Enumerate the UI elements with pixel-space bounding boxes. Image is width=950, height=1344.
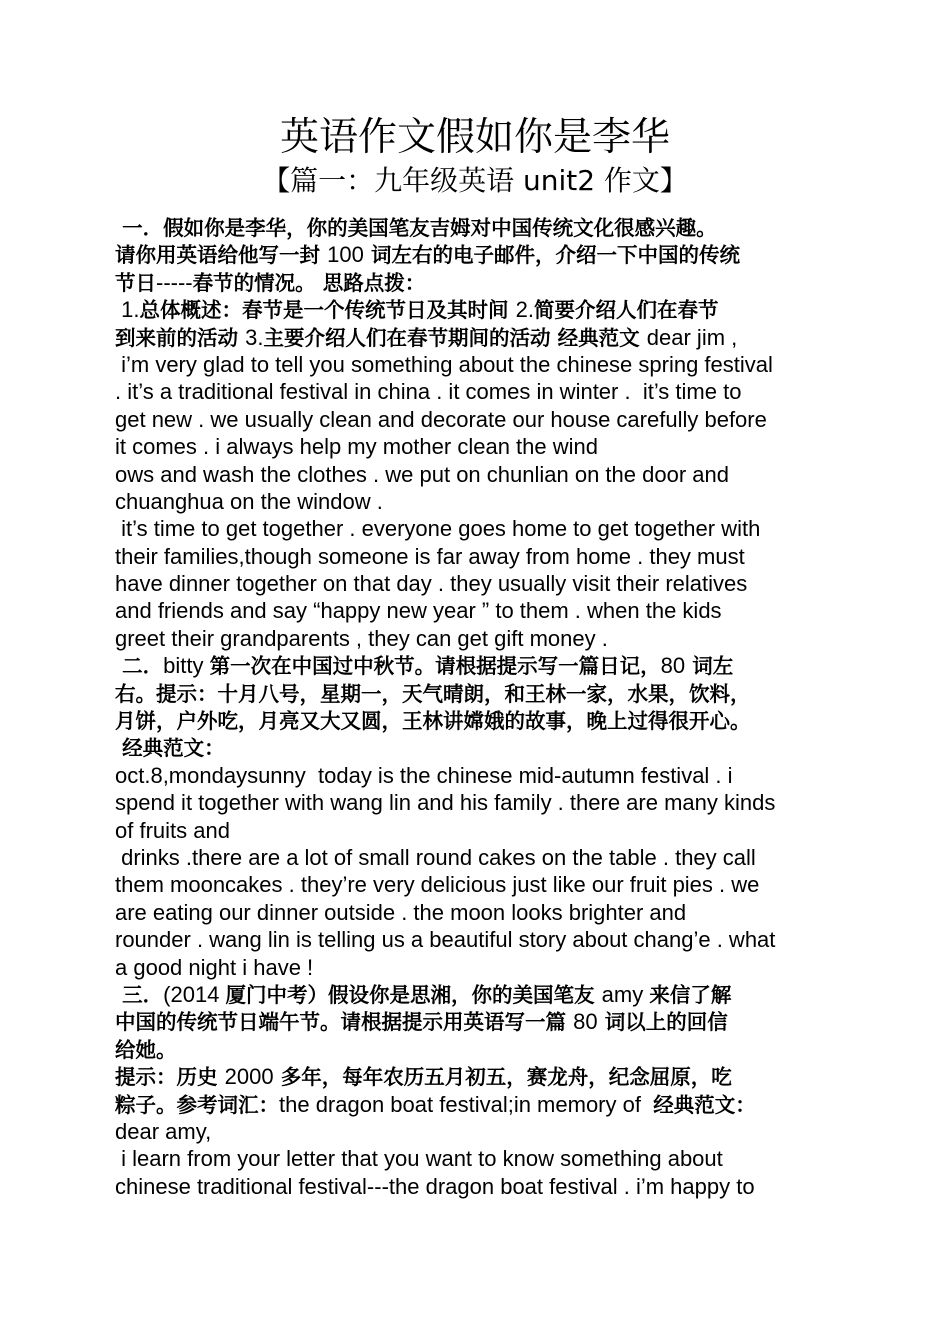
bold-text-segment: 第一次在中国过中秋节。请根据提示写一篇日记， — [209, 654, 661, 679]
text-segment: ows and wash the clothes . we put on chunlian on the door and — [115, 461, 729, 487]
bold-text-segment: 春节的情况。 思路点拨： — [192, 270, 426, 295]
bold-text-segment: 到来前的活动 — [115, 325, 246, 350]
text-line — [115, 734, 855, 761]
text-segment: . it’s a traditional festival in china . it comes in winter . it’s time to — [115, 379, 742, 405]
document-body — [115, 214, 855, 1200]
text-segment: 1. — [115, 297, 140, 323]
text-line — [115, 488, 855, 515]
text-line — [115, 1036, 855, 1063]
bold-text-segment: 词以上的回信 — [597, 1010, 728, 1035]
text-line — [115, 1063, 855, 1090]
bold-text-segment: 提示：历史 — [115, 1065, 225, 1090]
text-line — [115, 926, 855, 953]
text-segment: oct.8,mondaysunny today is the chinese mid-autumn festival . i — [115, 762, 733, 788]
text-line — [115, 406, 855, 433]
bold-text-segment: 总体概述：春节是一个传统节日及其时间 — [139, 298, 516, 323]
text-line — [115, 543, 855, 570]
text-segment: amy — [601, 981, 650, 1007]
text-line — [115, 269, 855, 296]
text-segment: dear jim , — [646, 324, 738, 350]
bold-text-segment: 给她。 — [115, 1037, 177, 1062]
text-line — [115, 762, 855, 789]
text-segment: greet their grandparents , they can get gift money . — [115, 625, 608, 651]
text-line — [115, 707, 855, 734]
text-line — [115, 789, 855, 816]
text-segment: 100 — [327, 242, 364, 268]
text-line — [115, 1008, 855, 1035]
bold-text-segment: 厦门中考）假设你是思湘，你的美国笔友 — [225, 982, 602, 1007]
text-line — [115, 214, 855, 241]
text-line — [115, 954, 855, 981]
text-line — [115, 570, 855, 597]
text-segment: it comes . i always help my mother clean the wind — [115, 434, 598, 460]
text-segment: chinese traditional festival---the dragon boat festival . i’m happy to — [115, 1173, 755, 1199]
text-segment: ----- — [156, 269, 193, 295]
bold-text-segment: 经典范文： — [653, 1092, 756, 1117]
bold-text-segment: 经典范文： — [115, 736, 225, 761]
text-segment: 80 — [573, 1009, 598, 1035]
bold-text-segment: 节日 — [115, 270, 156, 295]
text-segment: get new . we usually clean and decorate our house carefully before — [115, 406, 767, 432]
text-segment: the dragon boat festival;in memory of — [279, 1091, 654, 1117]
text-segment: them mooncakes . they’re very delicious just like our fruit pies . we — [115, 872, 760, 898]
bold-text-segment: 简要介绍人们在春节 — [533, 298, 719, 323]
bold-text-segment: 多年，每年农历五月初五，赛龙舟，纪念屈原，吃 — [273, 1065, 732, 1090]
text-segment: chuanghua on the window . — [115, 488, 383, 514]
document-title: 英语作文假如你是李华 — [279, 115, 670, 160]
text-line — [115, 625, 855, 652]
bold-text-segment: 来信了解 — [649, 982, 732, 1007]
bold-text-segment: 主要介绍人们在春节期间的活动 经典范文 — [263, 325, 647, 350]
text-segment: rounder . wang lin is telling us a beautiful story about chang’e . what — [115, 927, 776, 953]
bold-text-segment: 粽子。参考词汇： — [115, 1092, 279, 1117]
text-segment: 2. — [515, 297, 534, 323]
text-segment: drinks .there are a lot of small round cakes on the table . they call — [115, 844, 756, 870]
text-line — [115, 844, 855, 871]
text-segment: have dinner together on that day . they usually visit their relatives — [115, 571, 748, 597]
text-segment: are eating our dinner outside . the moon looks brighter and — [115, 899, 687, 925]
text-line — [115, 324, 855, 351]
text-line — [115, 378, 855, 405]
bold-text-segment: 二． — [115, 654, 164, 679]
text-line — [115, 652, 855, 679]
bold-text-segment: 右。提示：十月八号，星期一，天气晴朗，和王林一家，水果，饮料， — [115, 681, 751, 706]
text-segment: dear amy, — [115, 1118, 212, 1144]
text-line — [115, 817, 855, 844]
text-segment: 80 — [660, 653, 686, 679]
text-line — [115, 433, 855, 460]
text-line — [115, 1091, 855, 1118]
text-segment: of fruits and — [115, 817, 230, 843]
text-segment: bitty — [163, 653, 210, 679]
text-line — [115, 515, 855, 542]
text-segment: and friends and say “happy new year ” to them . when the kids — [115, 598, 722, 624]
text-line — [115, 296, 855, 323]
text-segment: spend it together with wang lin and his family . there are many kinds — [115, 790, 776, 816]
text-line — [115, 597, 855, 624]
text-segment: a good night i have ! — [115, 954, 314, 980]
text-segment: their families,though someone is far away from home . they must — [115, 543, 745, 569]
text-line — [115, 680, 855, 707]
text-segment: it’s time to get together . everyone goes home to get together with — [115, 516, 761, 542]
text-line — [115, 1173, 855, 1200]
text-segment: 3. — [245, 324, 264, 350]
bold-text-segment: 一．假如你是李华，你的美国笔友吉姆对中国传统文化很感兴趣。 — [115, 216, 717, 240]
text-line — [115, 899, 855, 926]
text-line — [115, 981, 855, 1008]
text-segment: i’m very glad to tell you something about the chinese spring festival — [115, 351, 773, 377]
text-line — [115, 1145, 855, 1172]
text-line — [115, 351, 855, 378]
bold-text-segment: 中国的传统节日端午节。请根据提示用英语写一篇 — [115, 1010, 574, 1035]
text-segment: i learn from your letter that you want to know something about — [115, 1146, 723, 1172]
text-segment: (2014 — [163, 981, 226, 1007]
bold-text-segment: 月饼，户外吃，月亮又大又圆，王林讲嫦娥的故事，晚上过得很开心。 — [115, 709, 751, 734]
bold-text-segment: 请你用英语给他写一封 — [115, 243, 328, 268]
text-line — [115, 871, 855, 898]
text-line — [115, 461, 855, 488]
text-segment: 2000 — [224, 1064, 274, 1090]
document-subtitle: 【篇一：九年级英语 unit2 作文】 — [262, 164, 688, 197]
bold-text-segment: 词左右的电子邮件，介绍一下中国的传统 — [363, 243, 740, 268]
bold-text-segment: 词左 — [685, 654, 734, 679]
text-line — [115, 241, 855, 268]
text-line — [115, 1118, 855, 1145]
bold-text-segment: 三． — [115, 982, 164, 1007]
